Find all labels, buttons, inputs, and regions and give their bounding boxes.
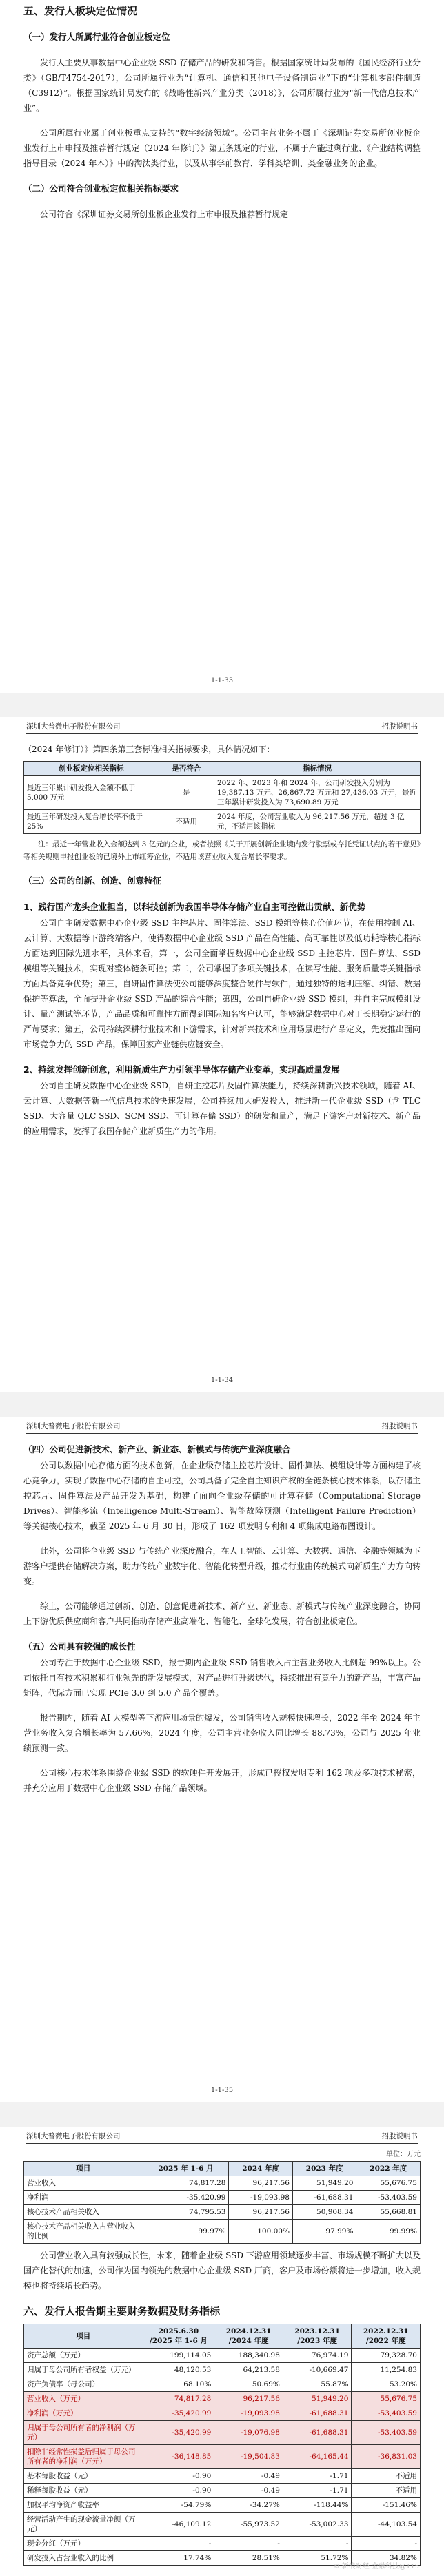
table-header: 2022 年度 bbox=[356, 2162, 421, 2176]
table-row bbox=[24, 810, 421, 834]
table-row bbox=[24, 2445, 421, 2469]
document-page-2 bbox=[0, 717, 444, 1392]
table-cell: 稀释每股收益（元） bbox=[24, 2484, 143, 2498]
table-cell: 净利润（万元） bbox=[24, 2406, 143, 2421]
paragraph: （2024 年修订）》第四条第三套标准相关指标要求，具体情况如下： bbox=[23, 744, 275, 754]
document-page-4 bbox=[0, 2127, 444, 2576]
table-cell: 资产总额（万元） bbox=[24, 2349, 143, 2363]
page-number: 1-1-33 bbox=[210, 677, 234, 684]
table-cell: 50,908.34 bbox=[292, 2205, 356, 2220]
table-cell: 营业收入 bbox=[24, 2176, 143, 2191]
positioning-indicator-table bbox=[23, 761, 421, 834]
page-header bbox=[0, 717, 444, 735]
table-cell: 50.69% bbox=[214, 2377, 283, 2392]
table-cell: 53.20% bbox=[352, 2377, 421, 2392]
company-name: 深圳大普微电子股份有限公司 bbox=[26, 2132, 121, 2140]
document-type: 招股说明书 bbox=[381, 2132, 418, 2140]
table-cell: -10,669.47 bbox=[283, 2363, 352, 2377]
table-cell: 不适用 bbox=[352, 2469, 421, 2484]
table-cell: 74,817.28 bbox=[143, 2392, 214, 2406]
table-cell: 96,217.56 bbox=[229, 2176, 293, 2191]
page-header bbox=[0, 2127, 444, 2144]
table-cell: -44,103.54 bbox=[352, 2513, 421, 2537]
table-row bbox=[24, 2349, 421, 2363]
table-cell: -0.49 bbox=[214, 2469, 283, 2484]
table-cell: 55,676.75 bbox=[352, 2392, 421, 2406]
paragraph: 此外，公司将企业级 SSD 与传统产业深度融合，在人工智能、云计算、大数据、通信、金融等领域为下游客户提供存储解决方案，助力传统产业数字化、智能化转型升级，推动行业由传统模式向新质生产力方向转变。 bbox=[23, 1546, 421, 1586]
document-type: 招股说明书 bbox=[381, 1422, 418, 1430]
table-cell: -118.44% bbox=[283, 2498, 352, 2513]
table-cell: 营业收入（万元） bbox=[24, 2392, 143, 2406]
table-cell: 51,949.20 bbox=[283, 2392, 352, 2406]
subsection-heading: （一）发行人所属行业符合创业板定位 bbox=[23, 32, 170, 42]
table-cell: 99.97% bbox=[143, 2220, 229, 2244]
table-cell: 核心技术产品相关收入占营业收入的比例 bbox=[24, 2220, 143, 2244]
table-header: 创业板定位相关指标 bbox=[24, 762, 159, 776]
table-row bbox=[24, 2484, 421, 2498]
table-cell: 归属于母公司所有者权益（万元） bbox=[24, 2363, 143, 2377]
unit-label: 单位：万元 bbox=[386, 2151, 421, 2158]
table-cell: -19,504.83 bbox=[214, 2445, 283, 2469]
numbered-heading: 1、践行国产龙头企业担当，以科技创新为我国半导体存储产业自主可控做出贡献、新优势 bbox=[23, 902, 366, 912]
page-number: 1-1-35 bbox=[210, 2087, 234, 2094]
table-cell: 48,120.53 bbox=[143, 2363, 214, 2377]
table-cell: -35,420.99 bbox=[143, 2406, 214, 2421]
table-cell: 核心技术产品相关收入 bbox=[24, 2205, 143, 2220]
paragraph: 公司以数据中心存储方面的技术创新，在企业级存储主控芯片设计、固件算法、模组设计等方面构建了核心竞争力，实现了数据中心存储的自主可控，公司具备了完全自主知识产权的全链条核心技术体系，以存储主控芯片、固件算法及产品开发为基础，构建了面向企业级存储的可计算存储（Computational Storage Drives）、智能多流（Intelligence Multi-Stream）、智能故障预测（Intelligent Failure Prediction）等关键核心技术，截至 2025 年 6 月 30 日，形成了 162 项发明专利和 4 项集成电路布图设计。 bbox=[23, 1461, 421, 1531]
paragraph: 公司营业收入具有较强成长性，未来，随着企业级 SSD 下游应用领域逐步丰富、市场规模不断扩大以及国产化替代的加速，公司作为国内领先的数据中心企业级 SSD 厂商，客户及市场份额将进一步增加，收入规模也将持续增长趋势。 bbox=[23, 2251, 421, 2291]
table-cell: -53,002.33 bbox=[283, 2513, 352, 2537]
table-row bbox=[24, 2377, 421, 2392]
table-row bbox=[24, 776, 421, 810]
table-cell: 55,668.81 bbox=[356, 2205, 421, 2220]
table-cell: 199,114.05 bbox=[143, 2349, 214, 2363]
table-cell: 55,676.75 bbox=[356, 2176, 421, 2191]
table-header: 2024 年度 bbox=[229, 2162, 293, 2176]
table-cell: 2022 年、2023 年和 2024 年，公司研发投入分别为 19,387.13 万元、26,867.72 万元和 27,436.03 万元，最近三年累计研发投入为 73,690.89 万元 bbox=[214, 776, 421, 810]
table-cell: 51.72% bbox=[283, 2551, 352, 2566]
table-row bbox=[24, 2392, 421, 2406]
paragraph: 发行人主要从事数据中心企业级 SSD 存储产品的研发和销售。根据国家统计局发布的《国民经济行业分类》（GB/T4754-2017），公司所属行业为“计算机、通信和其他电子设备制造业”下的“计算机零部件制造（C3912）”。根据国家统计局发布的《战略性新兴产业分类（2018）》，公司所属行业为“新一代信息技术产业”。 bbox=[23, 58, 421, 113]
table-cell: -19,093.98 bbox=[214, 2406, 283, 2421]
table-cell: -0.90 bbox=[143, 2469, 214, 2484]
table-cell: -61,688.31 bbox=[283, 2406, 352, 2421]
table-cell: 加权平均净资产收益率 bbox=[24, 2498, 143, 2513]
table-cell: - bbox=[352, 2537, 421, 2551]
table-row bbox=[24, 2406, 421, 2421]
table-header: 2023 年度 bbox=[292, 2162, 356, 2176]
document-type: 招股说明书 bbox=[381, 722, 418, 731]
table-row bbox=[24, 2513, 421, 2537]
table-cell: 188,340.98 bbox=[214, 2349, 283, 2363]
table-cell: 归属于母公司所有者的净利润（万元） bbox=[24, 2421, 143, 2445]
paragraph: 公司符合《深圳证券交易所创业板企业发行上市申报及推荐暂行规定 bbox=[40, 210, 289, 219]
table-cell: -36,148.85 bbox=[143, 2445, 214, 2469]
table-cell: 28.51% bbox=[214, 2551, 283, 2566]
table-cell: 99.99% bbox=[356, 2220, 421, 2244]
table-header: 2025.6.30 /2025 年 1-6 月 bbox=[143, 2324, 214, 2349]
table-cell: -36,831.03 bbox=[352, 2445, 421, 2469]
table-cell: 79,328.70 bbox=[352, 2349, 421, 2363]
watermark: © 新浪财经 金融科技@115 bbox=[332, 2563, 419, 2570]
table-cell: 最近三年累计研发投入金额不低于 5,000 万元 bbox=[24, 776, 159, 810]
table-cell: - bbox=[214, 2537, 283, 2551]
section-heading: 六、发行人报告期主要财务数据及财务指标 bbox=[23, 2305, 221, 2318]
table-row bbox=[24, 2191, 421, 2205]
paragraph: 报告期内，随着 AI 大模型等下游应用场景的爆发，公司销售收入规模快速增长，2022 年至 2024 年主营业务收入复合增长率为 57.66%，2024 年度，公司主营业务收入同比增长 88.73%，公司与 2025 年业绩预测一致。 bbox=[23, 1713, 421, 1753]
table-row bbox=[24, 2176, 421, 2191]
table-cell: - bbox=[143, 2537, 214, 2551]
table-cell: 34.82% bbox=[352, 2551, 421, 2566]
paragraph: 公司自主研发数据中心企业级 SSD，自研主控芯片及固件算法能力，持续深耕新兴技术领域，随着 AI、云计算、大数据等新一代信息技术的快速发展，公司持续加大研发投入，推进新一代企业级 SSD（含 TLC SSD、大容量 QLC SSD、SCM SSD、可计算存储 SSD）的研发和量产，满足下游客户对新技术、新产品的应用需求，发挥了我国存储产业新质生产力的作用。 bbox=[23, 1081, 421, 1136]
table-cell: 净利润 bbox=[24, 2191, 143, 2205]
table-row bbox=[24, 2363, 421, 2377]
table-note: 注：最近一年营业收入金额达到 3 亿元的企业，或者按照《关于开展创新企业境内发行股票或存托凭证试点的若干意见》等相关规则申报创业板的已境外上市红筹企业，不适用该营业收入复合增长率要求。 bbox=[23, 840, 421, 861]
table-header: 2023.12.31 /2023 年度 bbox=[283, 2324, 352, 2349]
table-cell: 基本每股收益（元） bbox=[24, 2469, 143, 2484]
table-cell: 11,254.83 bbox=[352, 2363, 421, 2377]
table-cell: 68.10% bbox=[143, 2377, 214, 2392]
table-cell: -19,093.98 bbox=[229, 2191, 293, 2205]
table-cell: -46,109.12 bbox=[143, 2513, 214, 2537]
subsection-heading: （三）公司的创新、创造、创意特征 bbox=[23, 875, 162, 886]
table-cell: -53,403.59 bbox=[356, 2191, 421, 2205]
table-cell: -61,688.31 bbox=[283, 2421, 352, 2445]
paragraph: 公司专注于数据中心企业级 SSD，报告期内企业级 SSD 销售收入占主营业务收入比例超 99%以上。公司依托自有技术积累和行业领先的新发展模式，对产品进行升级迭代，持续推出有竞争力的新产品，丰富产品矩阵，代际方面已实现 PCIe 3.0 到 5.0 产品全覆盖。 bbox=[23, 1658, 421, 1698]
table-cell: 74,817.28 bbox=[143, 2176, 229, 2191]
table-cell: -151.46% bbox=[352, 2498, 421, 2513]
table-cell: 不适用 bbox=[352, 2484, 421, 2498]
table-cell: -35,420.99 bbox=[143, 2191, 229, 2205]
table-cell: -61,688.31 bbox=[292, 2191, 356, 2205]
table-cell: 资产负债率（母公司） bbox=[24, 2377, 143, 2392]
revenue-table bbox=[23, 2161, 421, 2244]
table-cell: 经营活动产生的现金流量净额（万元） bbox=[24, 2513, 143, 2537]
table-cell: 76,974.19 bbox=[283, 2349, 352, 2363]
table-cell: 64,213.58 bbox=[214, 2363, 283, 2377]
table-cell: 研发投入占营业收入的比例 bbox=[24, 2551, 143, 2566]
table-header: 2025 年 1-6 月 bbox=[143, 2162, 229, 2176]
page-number: 1-1-34 bbox=[210, 1377, 234, 1384]
table-header: 指标情况 bbox=[214, 762, 421, 776]
subsection-heading: （五）公司具有较强的成长性 bbox=[23, 1641, 136, 1652]
company-name: 深圳大普微电子股份有限公司 bbox=[26, 1422, 121, 1430]
table-cell: 100.00% bbox=[229, 2220, 293, 2244]
table-header: 项目 bbox=[24, 2162, 143, 2176]
paragraph: 公司自主研发数据中心企业级 SSD 主控芯片、固件算法、SSD 模组等核心价值环节，在使用控制 AI、云计算、大数据等下游终端客户，使得数据中心企业级 SSD 产品在高性能、高可靠性以及低功耗等核心指标方面达到国际先进水平，具体来看，第一，公司全面掌握数据中心企业级 SSD 主控芯片、固件算法、SSD 模组等关键技术，实现对整体链条可控；第二，公司掌握了多项关键技术，在读写性能、服务质量等关键指标方面具备竞争优势；第三，自研固件算法使公司能够深度整合硬件与软件，通过独特的透明压缩、纠错、数据保护等算法，全面提升企业级 SSD 产品的综合性能；第四，公司自研企业级 SSD 模组，并自主完成模组设计、量产测试等环节，产品品质和可靠性方面得到国际知名客户认可，能够满足数据中心对于长期稳定运行的严苛要求；第五，公司持续深耕行业技术和下游需求，针对新兴技术和应用场景进行产品定义，先发推出面向市场竞争力的 SSD 产品，保障国家产业链供应链安全。 bbox=[23, 918, 421, 1049]
table-cell: -55,973.52 bbox=[214, 2513, 283, 2537]
table-header: 是否符合 bbox=[159, 762, 214, 776]
table-row bbox=[24, 2498, 421, 2513]
table-cell: 2024 年度，公司营业收入为 96,217.56 万元，超过 3 亿元，不适用该指标 bbox=[214, 810, 421, 834]
financial-indicators-table bbox=[23, 2324, 421, 2566]
subsection-heading: （二）公司符合创业板定位相关指标要求 bbox=[23, 183, 179, 194]
table-row bbox=[24, 2220, 421, 2244]
table-header: 2024.12.31 /2024 年度 bbox=[214, 2324, 283, 2349]
table-cell: 扣除非经常性损益后归属于母公司所有者的净利润（万元） bbox=[24, 2445, 143, 2469]
table-cell: 97.99% bbox=[292, 2220, 356, 2244]
numbered-heading: 2、持续发挥创新创意，利用新质生产力引领半导体存储产业变革，实现高质量发展 bbox=[23, 1064, 340, 1075]
table-cell: -1.71 bbox=[283, 2484, 352, 2498]
table-header: 2022.12.31 /2022 年度 bbox=[352, 2324, 421, 2349]
table-row bbox=[24, 2421, 421, 2445]
table-cell: 不适用 bbox=[159, 810, 214, 834]
table-cell: 最近三年研发投入复合增长率不低于 25% bbox=[24, 810, 159, 834]
table-cell: 17.74% bbox=[143, 2551, 214, 2566]
table-header: 项目 bbox=[24, 2324, 143, 2349]
table-cell: -53,403.59 bbox=[352, 2421, 421, 2445]
paragraph: 公司所属行业属于创业板重点支持的“数字经济领域”。公司主营业务不属于《深圳证券交易所创业板企业发行上市申报及推荐暂行规定（2024 年修订）》第五条规定的行业，不属于产能过剩行业、《产业结构调整指导目录（2024 年本）》中的淘汰类行业，以及从事学前教育、学科类培训、类金融业务的企业。 bbox=[23, 128, 421, 168]
table-cell: -64,165.44 bbox=[283, 2445, 352, 2469]
table-cell: 是 bbox=[159, 776, 214, 810]
table-cell: -0.49 bbox=[214, 2484, 283, 2498]
table-row bbox=[24, 2205, 421, 2220]
document-page-3 bbox=[0, 1417, 444, 2102]
table-cell: -54.79% bbox=[143, 2498, 214, 2513]
subsection-heading: （四）公司促进新技术、新产业、新业态、新模式与传统产业深度融合 bbox=[23, 1444, 291, 1454]
table-cell: -0.90 bbox=[143, 2484, 214, 2498]
table-cell: -19,076.98 bbox=[214, 2421, 283, 2445]
table-cell: -1.71 bbox=[283, 2469, 352, 2484]
company-name: 深圳大普微电子股份有限公司 bbox=[26, 722, 121, 731]
table-cell: 55.87% bbox=[283, 2377, 352, 2392]
section-heading: 五、发行人板块定位情况 bbox=[23, 5, 138, 17]
table-cell: - bbox=[283, 2537, 352, 2551]
table-cell: -35,420.99 bbox=[143, 2421, 214, 2445]
table-cell: 96,217.56 bbox=[229, 2205, 293, 2220]
table-cell: -34.27% bbox=[214, 2498, 283, 2513]
paragraph: 公司核心技术体系围绕企业级 SSD 的软硬件开发展开，形成已授权发明专利 162 项及多项技术秘密，并充分应用于数据中心企业级 SSD 存储产品领域。 bbox=[23, 1768, 421, 1793]
table-row bbox=[24, 2537, 421, 2551]
table-cell: 74,795.53 bbox=[143, 2205, 229, 2220]
paragraph: 综上，公司能够通过创新、创造、创意促进新技术、新产业、新业态、新模式与传统产业深度融合，协同上下游优质供应商和客户共同推动存储产业高端化、智能化、全球化发展，符合创业板定位。 bbox=[23, 1601, 421, 1626]
table-cell: 51,949.20 bbox=[292, 2176, 356, 2191]
table-row bbox=[24, 2469, 421, 2484]
page-header bbox=[0, 1417, 444, 1434]
table-cell: -53,403.59 bbox=[352, 2406, 421, 2421]
table-cell: 现金分红（万元） bbox=[24, 2537, 143, 2551]
table-cell: 96,217.56 bbox=[214, 2392, 283, 2406]
document-page-1 bbox=[0, 0, 444, 693]
